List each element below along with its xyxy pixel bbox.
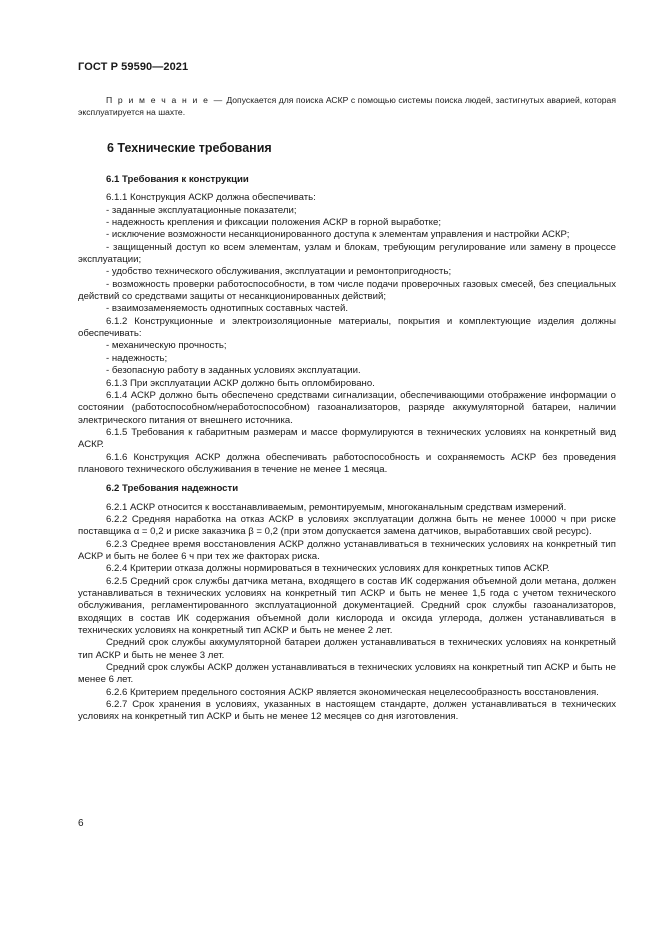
body-paragraph: - надежность крепления и фиксации положения АСКР в горной выработке;	[106, 217, 441, 229]
body-paragraph: - защищенный доступ ко всем элементам, узлам и блокам, требующим регулирование или замену в процессе эксплуатации;	[78, 241, 616, 266]
section-title: 6 Технические требования	[107, 141, 272, 155]
body-paragraph: 6.1.5 Требования к габаритным размерам и массе формулируются в технических условиях на конкретный вид АСКР.	[78, 426, 616, 451]
body-paragraph: - безопасную работу в заданных условиях эксплуатации.	[106, 365, 361, 377]
standard-header: ГОСТ Р 59590—2021	[78, 61, 189, 73]
body-paragraph: 6.2.5 Средний срок службы датчика метана, входящего в состав ИК содержания объемной доли метана, должен устанавливаться в технических условиях на конкретный тип АСКР и быть не менее 1,5 года с учетом технического обслуживания, регламентированного эксплуатационной документацией. Средний срок службы газоанализаторов, входящих в состав ИК содержания объемной доли кислорода и оксида углерода, должен устанавливаться в технических условиях на конкретный тип АСКР и быть не менее 2 лет.	[78, 575, 616, 637]
body-paragraph: Средний срок службы АСКР должен устанавливаться в технических условиях на конкретный тип АСКР и быть не менее 6 лет.	[78, 662, 616, 686]
body-paragraph: Средний срок службы аккумуляторной батареи должен устанавливаться в технических условиях на конкретный тип АСКР и быть не менее 3 лет.	[78, 637, 616, 661]
body-paragraph: 6.2.1 АСКР относится к восстанавливаемым, ремонтируемым, многоканальным средствам измерений.	[106, 501, 567, 513]
note-label: П р и м е ч а н и е —	[106, 95, 224, 105]
body-paragraph: - удобство технического обслуживания, эксплуатации и ремонтопригодность;	[106, 266, 452, 278]
body-paragraph: 6.1.1 Конструкция АСКР должна обеспечивать:	[106, 192, 316, 204]
document-body	[78, 174, 616, 724]
body-paragraph: 6.2.6 Критерием предельного состояния АСКР является экономическая нецелесообразность восстановления.	[106, 686, 599, 698]
body-paragraph: 6.1.6 Конструкция АСКР должна обеспечивать работоспособность и сохраняемость АСКР без проведения планового технического обслуживания в течение не менее 1 месяца.	[78, 451, 616, 475]
body-paragraph: 6.2.2 Средняя наработка на отказ АСКР в условиях эксплуатации должна быть не менее 10000 ч при риске поставщика α = 0,2 и риске заказчика β = 0,2 (при этом допускается замена датчиков, выработавших свой ресурс).	[78, 513, 616, 538]
subsection-heading: 6.1 Требования к конструкции	[106, 174, 249, 185]
body-paragraph: 6.2.7 Срок хранения в условиях, указанных в настоящем стандарте, должен устанавливаться в технических условиях на конкретный тип АСКР и быть не менее 12 месяцев со дня изготовления.	[78, 699, 616, 723]
body-paragraph: - заданные эксплуатационные показатели;	[106, 204, 297, 216]
subsection-heading: 6.2 Требования надежности	[106, 483, 239, 495]
note-text: Допускается для поиска АСКР с помощью системы поиска людей, застигнутых аварией, которая эксплуатируется на шахте.	[78, 95, 616, 117]
body-paragraph: - исключение возможности несанкционированного доступа к элементам управления и настройки АСКР;	[106, 229, 570, 241]
page-number: 6	[78, 818, 84, 829]
body-paragraph: 6.1.2 Конструкционные и электроизоляционные материалы, покрытия и комплектующие изделия должны обеспечивать:	[78, 315, 616, 340]
body-paragraph: 6.1.3 При эксплуатации АСКР должно быть опломбировано.	[106, 377, 375, 389]
body-paragraph: - механическую прочность;	[106, 340, 227, 352]
note-paragraph	[78, 94, 616, 118]
body-paragraph: - надежность;	[106, 352, 168, 364]
body-paragraph: 6.2.4 Критерии отказа должны нормироваться в технических условиях для конкретных типов АСКР.	[106, 563, 550, 575]
body-paragraph: 6.2.3 Среднее время восстановления АСКР должно устанавливаться в технических условиях на конкретный тип АСКР и быть не более 6 ч при тех же факторах риска.	[78, 538, 616, 562]
body-paragraph: - возможность проверки работоспособности, в том числе подачи проверочных газовых смесей, без специальных действий со средствами защиты от несанкционированных действий;	[78, 278, 616, 303]
body-paragraph: 6.1.4 АСКР должно быть обеспечено средствами сигнализации, обеспечивающими отображение информации о состоянии (работоспособном/неработоспособном) газоанализаторов, разряде аккумуляторной батареи, наличии электрического питания от внешнего источника.	[78, 389, 616, 426]
body-paragraph: - взаимозаменяемость однотипных составных частей.	[106, 303, 348, 315]
